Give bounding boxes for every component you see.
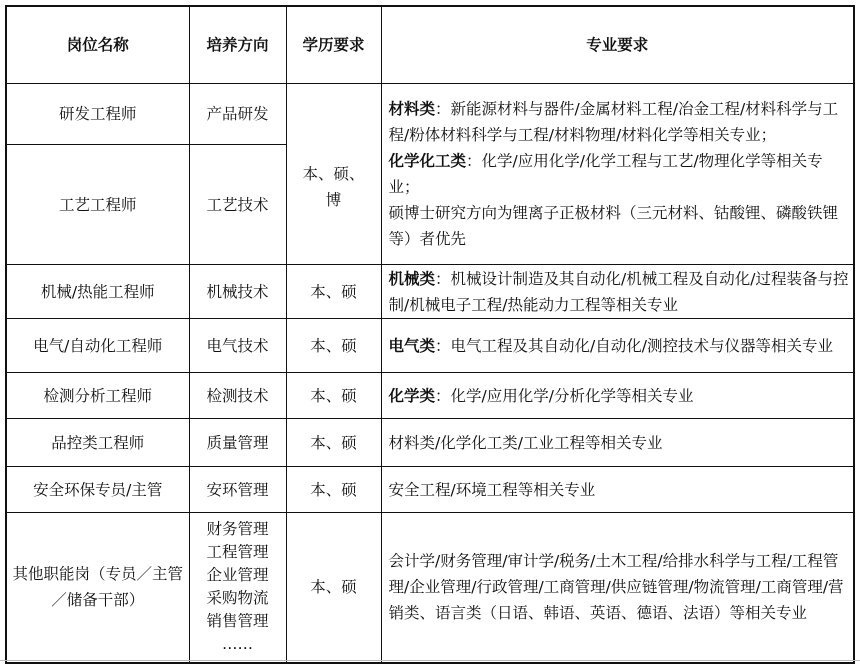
recruitment-table	[5, 5, 855, 664]
direction-item: 企业管理	[206, 566, 269, 585]
major-cell	[381, 84, 854, 265]
position-cell: 安全环保专员/主管	[6, 467, 189, 513]
position-text: 其他职能岗（专员／主管／储备干部）	[12, 565, 183, 610]
education-cell: 本、硕	[286, 419, 381, 467]
header-education: 学历要求	[286, 6, 381, 84]
education-cell	[286, 84, 381, 265]
direction-list	[189, 513, 286, 663]
table-row	[6, 419, 854, 467]
direction-cell: 机械技术	[189, 265, 286, 319]
header-row	[6, 6, 854, 84]
major-cell	[381, 373, 854, 419]
direction-item: 采购物流	[206, 589, 269, 608]
direction-cell: 产品研发	[189, 84, 286, 145]
direction-cell: 质量管理	[189, 419, 286, 467]
direction-cell: 安环管理	[189, 467, 286, 513]
education-cell: 本、硕	[286, 513, 381, 663]
table-row	[6, 265, 854, 319]
major-category: 化学类	[388, 386, 436, 405]
direction-item: ……	[222, 635, 253, 654]
major-text: ：化学/应用化学/分析化学等相关专业	[435, 386, 694, 405]
major-category: 电气类	[388, 336, 436, 355]
education-cell: 本、硕	[286, 467, 381, 513]
major-cell: 材料类/化学化工类/工业工程等相关专业	[381, 419, 854, 467]
table-row	[6, 319, 854, 373]
position-cell: 研发工程师	[6, 84, 189, 145]
education-text: 本、硕、 博	[302, 165, 365, 209]
major-cell: 安全工程/环境工程等相关专业	[381, 467, 854, 513]
education-cell: 本、硕	[286, 319, 381, 373]
major-category: 材料类	[388, 100, 436, 118]
page-bottom-divider	[0, 660, 860, 671]
table-row	[6, 467, 854, 513]
position-cell: 检测分析工程师	[6, 373, 189, 419]
direction-item: 销售管理	[206, 612, 269, 631]
major-text: ：新能源材料与器件/金属材料工程/冶金工程/材料科学与工程/粉体材料科学与工程/材料物理/材料化学等相关专业；	[388, 100, 839, 144]
major-category: 机械类	[388, 269, 436, 288]
position-cell	[6, 513, 189, 663]
direction-item: 财务管理	[206, 520, 269, 539]
header-position: 岗位名称	[6, 6, 189, 84]
position-cell: 机械/热能工程师	[6, 265, 189, 319]
major-cell: 会计学/财务管理/审计学/税务/土木工程/给排水科学与工程/工程管理/企业管理/行政管理/工商管理/供应链管理/物流管理/工商管理/营销类、语言类（日语、韩语、英语、德语、法语）等相关专业	[381, 513, 854, 663]
position-cell: 品控类工程师	[6, 419, 189, 467]
position-cell: 工艺工程师	[6, 145, 189, 265]
major-cell	[381, 319, 854, 373]
direction-cell: 工艺技术	[189, 145, 286, 265]
position-cell: 电气/自动化工程师	[6, 319, 189, 373]
header-direction: 培养方向	[189, 6, 286, 84]
education-cell: 本、硕	[286, 265, 381, 319]
education-cell: 本、硕	[286, 373, 381, 419]
major-text: ：化学/应用化学/化学工程与工艺/物理化学等相关专业；	[388, 152, 823, 196]
direction-cell: 电气技术	[189, 319, 286, 373]
table-row	[6, 513, 854, 663]
major-note: 硕博士研究方向为锂离子正极材料（三元材料、钴酸锂、磷酸铁锂等）者优先	[388, 204, 839, 248]
major-text: ：电气工程及其自动化/自动化/测控技术与仪器等相关专业	[435, 336, 833, 355]
table-row	[6, 84, 854, 145]
major-text: ：机械设计制造及其自动化/机械工程及自动化/过程装备与控制/机械电子工程/热能动力工程等相关专业	[388, 269, 849, 314]
header-major: 专业要求	[381, 6, 854, 84]
direction-cell: 检测技术	[189, 373, 286, 419]
major-category: 化学化工类	[388, 152, 467, 170]
table-row	[6, 373, 854, 419]
major-cell	[381, 265, 854, 319]
direction-item: 工程管理	[206, 543, 269, 562]
